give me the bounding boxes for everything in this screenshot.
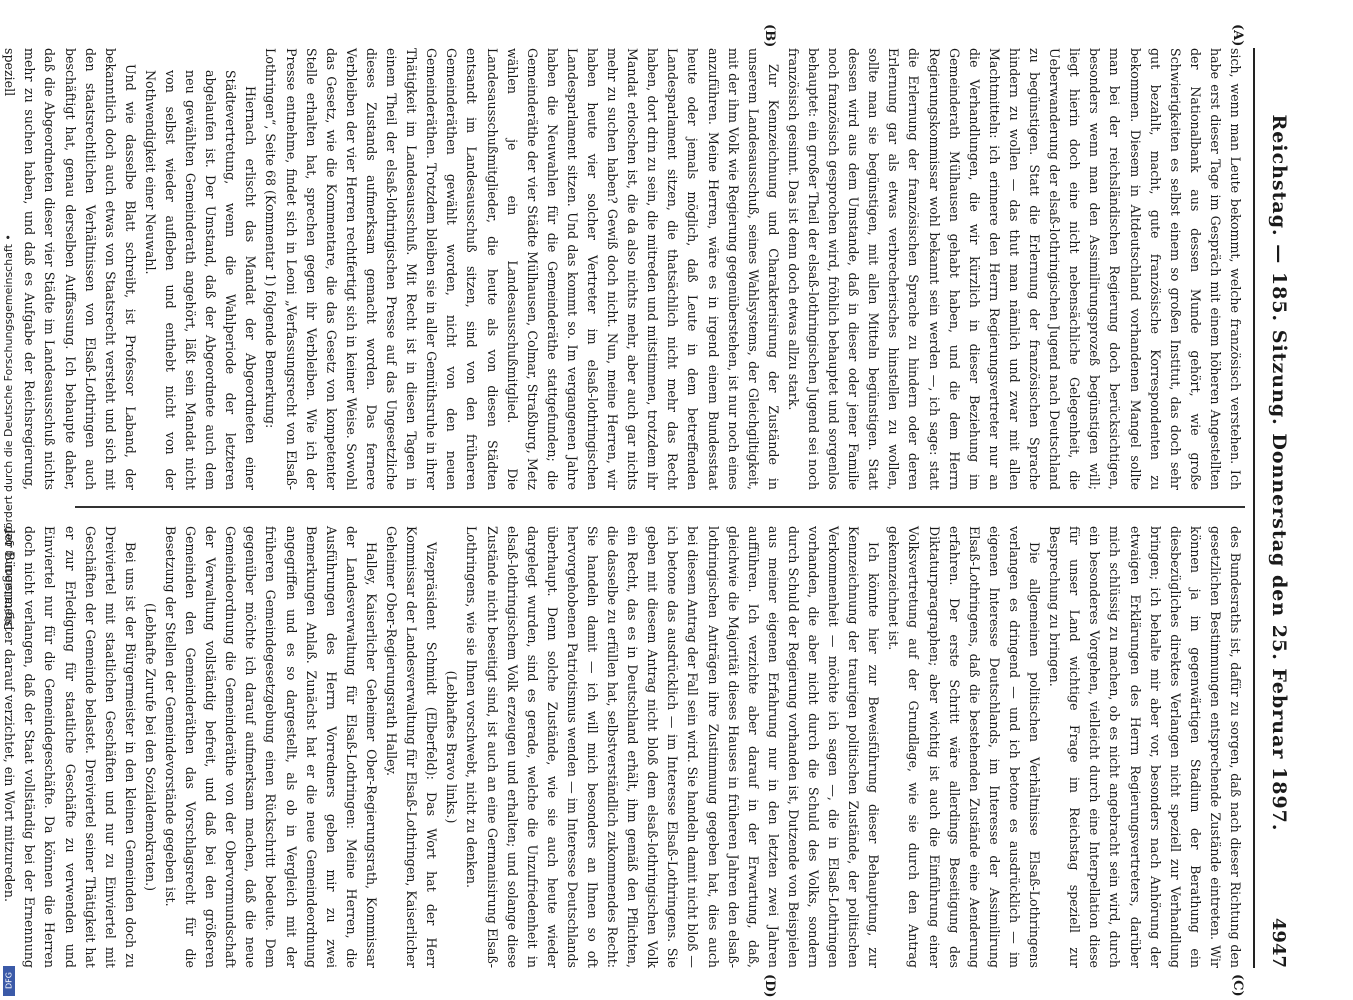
header-rule — [1253, 48, 1255, 968]
column-divider — [75, 506, 1245, 508]
paragraph: Vizepräsident Schmidt (Elberfeld): Das Wort hat der Herr Kommissar der Landesverwaltung für Elsaß-Lothringen, Kaiserlicher Geheimer Ober-Regierungsrath Halley. — [384, 526, 440, 968]
paragraph: Halley, Kaiserlicher Geheimer Ober-Regierungsrath, Kommissar der Landesverwaltung für Elsaß-Lothringen: Meine Herren, die Ausführungen des Herrn Vorredners geben mir zu zwei Bemerkungen Anlaß. Zunächst hat er die neue Gemeindeordnung angegriffen und es so dargestellt, als ob in Vergleich mit der früheren Gemeindegesetzgebung einen Rückschritt bedeute. Dem gegenüber möchte ich darauf aufmerksam machen, daß die neue Gemeindeordnung die Gemeinderäthe von der Obervormundschaft der Verwaltung vollständig befreit, und daß bei den größeren Gemeinden den Gemeinderäthen das Vorschlagsrecht für die Besetzung der Stellen der Gemeindevorstände gegeben ist. — [163, 526, 379, 968]
paragraph: Zur Kennzeichnung und Charakterisirung der Zustände in unserem Landesausschuß, seines Wahlsystems, der Gleichgiltigkeit, mit der ihm Volk wie Regierung gegenüberstehen, ist nur noch eines anzuführen. Meine Herren, wäre es in irgend einem Bundesstaat heute oder jemals möglich, daß Leute in dem betreffenden Landesparlament sitzen, die thatsächlich nicht mehr das Recht haben, dort drin zu sein, die mitreden und mitstimmen, trotzdem ihr Mandat erloschen ist, die da also nichts mehr, aber auch gar nichts mehr zu suchen haben? Gewiß doch nicht. Nun, meine Herren, wir haben heute vier solcher Vertreter im elsaß-lothringischen Landesparlament sitzen. Und das kommt so. Im vergangenen Jahre haben die Neuwahlen für die Gemeinderäthe stattgefunden; die Gemeinderäthe der vier Städte Mülhausen, Colmar, Straßburg, Metz wählen je ein Landesausschußmitglied. Die Landesausschußmitglieder, die heute als von diesen Städten entsandt im Landesausschuß sitzen, sind von den früheren Gemeinderäthen gewählt worden, nicht von den neuen Gemeinderäthen. Trotzdem bleiben sie in aller Gemüthsruhe in ihrer Thätigkeit im Landesausschuß. Mit Recht ist in diesen Tagen in einem Theil der elsaß-lothringischen Presse auf das Ungesetzliche dieses Zustands aufmerksam gemacht worden. Das fernere Verbleiben der vier Herren rechtfertigt sich in keiner Weise. Sowohl das Gesetz, wie die Kommentare, die das Gesetz von kompetenter Stelle erhalten hat, sprechen gegen ihr Verbleiben. Wie ich der Presse entnehme, findet sich in Leoni „Verfassungsrecht von Elsaß-Lothringen“, Seite 68 (Kommentar 1) folgende Bemerkung: — [263, 48, 781, 490]
paragraph: Bei uns ist der Bürgermeister in den kleinen Gemeinden doch zu Dreiviertel mit staatlichen Geschäften und nur zu Einviertel mit Geschäften der Gemeinde belastet. Dreiviertel seiner Thätigkeit hat er zur Erledigung für staatliche Geschäfte zu verwenden und Einviertel nur für die Gemeindegeschäfte. Da können die Herren doch nicht verlangen, daß der Staat vollständig bei der Ernennung der Bürgermeister darauf verzichtet, ein Wort mitzureden. — [2, 526, 138, 968]
margin-marker-b: (B) — [762, 24, 777, 48]
paragraph: des Bundesraths ist, dafür zu sorgen, daß nach dieser Richtung den gesetzlichen Bestimmungen entsprechende Zustände eintreten. Wir können ja im gegenwärtigen Stadium der Berathung ein diesbezügliches direktes Verlangen nicht speziell zur Verhandlung bringen; ich behalte mir aber vor, besonders nach Anhörung der etwaigen Erklärungen des Herrn Regierungsvertreters, darüber mich schlüssig zu machen, ob es nicht angebracht sein wird, durch ein besonderes Vorgehen, vielleicht durch eine Interpellation diese für unser Land wichtige Frage im Reichstag speziell zur Besprechung zu bringen. — [1047, 526, 1243, 968]
paragraph: Die allgemeinen politischen Verhältnisse Elsaß-Lothringens verlangen es dringend — und ich betone es ausdrücklich — im eigenen Interesse Deutschlands, im Interesse der Assimilirung Elsaß-Lothringens, daß die bestehenden Zustände eine Aenderung erfahren. Der erste Schritt wäre allerdings Beseitigung des Diktaturparagraphen; aber wichtig ist auch die Einführung einer Volksvertretung auf der Grundlage, wie sie durch den Antrag gekennzeichnet ist. — [886, 526, 1043, 968]
interjection: (Lebhaftes Bravo links.) — [444, 670, 460, 824]
page-number: 4947 — [1268, 917, 1290, 968]
page-header — [1261, 48, 1297, 968]
margin-marker-d: (D) — [762, 974, 777, 998]
header-title: Reichstag. — 185. Sitzung. Donnerstag den 25. Februar 1897. — [1268, 114, 1290, 832]
dfg-logo: DFG — [3, 966, 15, 996]
margin-marker-c: (C) — [1230, 974, 1245, 997]
paragraph: Und wie dasselbe Blatt schreibt, ist Professor Laband, der bekanntlich doch auch etwas von Staatsrecht versteht und sich mit den staatsrechtlichen Verhältnissen von Elsaß-Lothringen auch beschäftigt hat, genau derselben Auffassung. Ich behaupte daher, daß die Abgeordneten dieser vier Städte im Landesausschuß nichts mehr zu suchen haben, und daß es Aufgabe der Reichsregierung, speziell — [2, 48, 138, 490]
right-column — [2, 526, 1245, 968]
paragraph: Ich könnte hier zur Beweisführung dieser Behauptung, zur Kennzeichnung der traurigen politischen Zustände, der politischen Verkommenheit — möchte ich sagen —, die in Elsaß-Lothringen vorhanden, die aber nicht durch die Schuld des Volks, sondern durch Schuld der Regierung vorhanden ist, Dutzende von Beispielen aus meiner eigenen Erfahrung nur in den letzten zwei Jahren aufführen. Ich verzichte aber darauf in der Erwartung, daß, gleichwie die Majorität dieses Hauses in früheren Jahren den elsaß-lothringischen Anträgen ihre Zustimmung gegeben hat, dies auch bei diesem Antrag der Fall sein wird. Sie handeln damit nicht bloß — ich betone das ausdrücklich — im Interesse Elsaß-Lothringens. Sie geben mit diesem Antrag nicht bloß dem elsaß-lothringischen Volk ein Recht, das es in Deutschland erhält, ihm gemäß den Pflichten, die dasselbe zu erfüllen hat, selbstverständlich zukommendes Recht: Sie handeln damit — ich will mich besonders an Ihnen so oft hervorgehobenen Patriotismus wenden — im Interesse Deutschlands überhaupt. Denn solche Zustände, wie sie auch heute wieder dargelegt wurden, sind es gerade, welche die Unzufriedenheit in elsaß-lothringischem Volk erzeugen und erhalten; und solange diese Zustände nicht beseitigt sind, ist auch an eine Germanisirung Elsaß-Lothringens, wie sie Ihnen vorschwebt, nicht zu denken. — [464, 526, 882, 968]
quoted-paragraph: Hiernach erlischt das Mandat der Abgeordneten einer Städtevertretung, wenn die Wahlperiode der letzteren abgelaufen ist. Der Umstand, daß der Abgeordnete auch dem neu gewählten Gemeinderath angehört, läßt sein Mandat nicht von selbst wieder aufleben und enthebt nicht von der Nothwendigkeit einer Neuwahl. — [142, 70, 259, 490]
interjection: (Lebhafte Zurufe bei den Sozialdemokraten.) — [142, 602, 158, 892]
margin-marker-a: (A) — [1230, 24, 1245, 47]
digitization-credit: Digitalisierung gefördert durch die Deutsche Forschungsgemeinschaft • — [2, 234, 15, 630]
paragraph: sich, wenn man Leute bekommt, welche französisch verstehen. Ich habe erst dieser Tage im Gespräch mit einem höheren Angestellten der Nationalbank aus dessen Munde gehört, wie große Schwierigkeiten es selbst einem so großen Institut, das doch sehr gut bezahlt, macht, gute französische Korrespondenten zu bekommen. Diesem in Altdeutschland vorhandenen Mangel sollte man bei der reichsländischen Regierung doch berücksichtigen, besonders wenn man den Assimilirungsprozeß begünstigen will; liegt hierin doch eine nicht nebensächliche Gelegenheit, die Ueberwanderung der elsaß-lothringischen Jugend nach Deutschland zu begünstigen. Statt die Erlernung der französischen Sprache hindern zu wollen — das thut man nämlich und zwar mit allen Machtmitteln: ich erinnere den Herrn Regierungsvertreter nur an die Verhandlungen, die wir kürzlich in dieser Beziehung im Gemeinderath Mülhausen gehabt haben, und die dem Herrn Regierungskommissar wohl bekannt sein werden —, ich sage: statt die Erlernung der französischen Sprache zu hindern oder deren Erlernung gar als etwas verbrecherisches hinstellen zu wollen, sollte man sie begünstigen, mit allen Mitteln begünstigen. Statt dessen wird aus dem Umstande, daß in dieser oder jener Familie noch französisch gesprochen wird, fröhlich behauptet und sorgenlos behauptet: ein großer Theil der elsaß-lothringischen Jugend sei noch französisch gesinnt. Das ist denn doch etwas allzu stark. — [785, 48, 1243, 490]
